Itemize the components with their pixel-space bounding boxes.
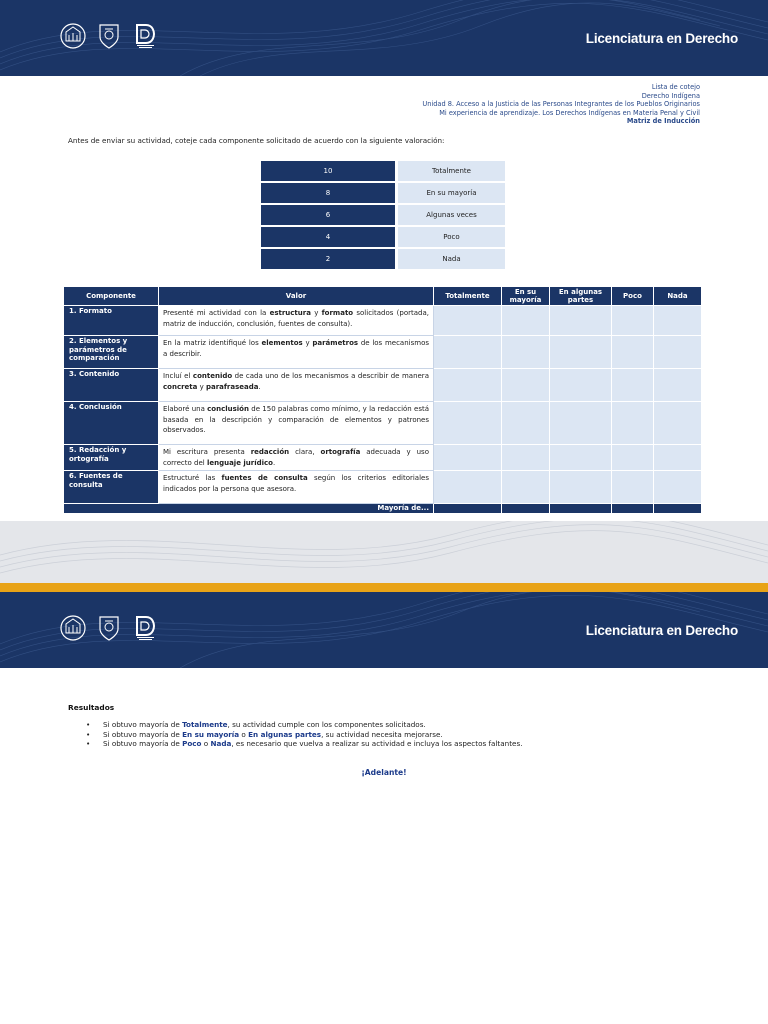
matrix-row [64,402,702,445]
check-cell-totalmente[interactable] [434,445,502,471]
distance-education-logo-icon [132,612,158,644]
check-cell-poco[interactable] [612,471,654,504]
component-cell: 1. Formato [64,306,159,336]
check-cell-totalmente[interactable] [434,306,502,336]
results-list [86,720,522,749]
valuation-scale-table [261,159,505,271]
check-cell-en-su-mayoria[interactable] [502,369,550,402]
majority-cell[interactable] [550,504,612,514]
col-header-en-algunas-partes: En algunas partes [550,287,612,306]
check-cell-poco[interactable] [612,306,654,336]
scale-row [261,161,505,181]
check-cell-en-algunas-partes[interactable] [550,306,612,336]
top-banner [0,0,768,76]
scale-value: 6 [261,205,395,225]
col-header-componente: Componente [64,287,159,306]
check-cell-en-algunas-partes[interactable] [550,336,612,369]
document-header-info [422,83,700,126]
result-item: • Si obtuvo mayoría de Poco o Nada, es necesario que vuelva a realizar su actividad e incluya los aspectos faltantes. [86,739,522,749]
activity-name: Mi experiencia de aprendizaje. Los Derechos Indígenas en Materia Penal y Civil [439,108,700,117]
matrix-row [64,336,702,369]
result-item: • Si obtuvo mayoría de Totalmente, su actividad cumple con los componentes solicitados. [86,720,522,730]
value-description-cell: Elaboré una conclusión de 150 palabras como mínimo, y la redacción está basada en la descripción y comparación de elementos y patrones observados. [159,402,434,445]
scale-value: 2 [261,249,395,269]
unit-name: Unidad 8. Acceso a la Justicia de las Personas Integrantes de los Pueblos Originarios [422,100,700,109]
check-cell-poco[interactable] [612,369,654,402]
check-cell-nada[interactable] [654,369,702,402]
component-cell: 4. Conclusión [64,402,159,445]
doc-type: Lista de cotejo [651,83,700,91]
value-description-cell: En la matriz identifiqué los elementos y parámetros de los mecanismos a describir. [159,336,434,369]
majority-cell[interactable] [612,504,654,514]
check-cell-nada[interactable] [654,402,702,445]
majority-cell[interactable] [434,504,502,514]
component-cell: 2. Elementos y parámetros de comparación [64,336,159,369]
matrix-row [64,369,702,402]
scale-value: 8 [261,183,395,203]
value-description-cell: Presenté mi actividad con la estructura y formato solicitados (portada, matriz de inducción, conclusión, fuentes de consulta). [159,306,434,336]
majority-cell[interactable] [502,504,550,514]
scale-row [261,249,505,269]
scale-value: 10 [261,161,395,181]
check-cell-en-algunas-partes[interactable] [550,471,612,504]
check-cell-totalmente[interactable] [434,336,502,369]
bottom-banner [0,592,768,668]
scale-row [261,183,505,203]
faculty-shield-icon [96,612,122,644]
value-description-cell: Estructuré las fuentes de consulta según los criterios editoriales indicados por la persona que asesora. [159,471,434,504]
scale-row [261,205,505,225]
matrix-row [64,445,702,471]
component-cell: 3. Contenido [64,369,159,402]
gold-divider-line [0,583,768,592]
intro-text: Antes de enviar su actividad, coteje cada componente solicitado de acuerdo con la siguiente valoración: [68,136,445,145]
subject-name: Derecho Indígena [641,91,700,100]
matrix-header-row [64,287,702,306]
program-brand: Licenciatura en Derecho [585,31,738,46]
scale-value: 4 [261,227,395,247]
check-cell-nada[interactable] [654,306,702,336]
document-title: Matriz de Inducción [626,117,700,126]
result-item: • Si obtuvo mayoría de En su mayoría o En algunas partes, su actividad necesita mejorarse. [86,730,522,740]
check-cell-poco[interactable] [612,402,654,445]
check-cell-en-su-mayoria[interactable] [502,306,550,336]
scale-label: Poco [395,227,505,247]
check-cell-en-algunas-partes[interactable] [550,402,612,445]
scale-label: Nada [395,249,505,269]
program-brand: Licenciatura en Derecho [585,623,738,638]
distance-education-logo-icon [132,20,158,52]
check-cell-totalmente[interactable] [434,369,502,402]
check-cell-en-algunas-partes[interactable] [550,445,612,471]
col-header-totalmente: Totalmente [434,287,502,306]
divider-band [0,521,768,583]
check-cell-totalmente[interactable] [434,402,502,445]
scale-row [261,227,505,247]
closing-text: ¡Adelante! [361,768,407,777]
faculty-shield-icon [96,20,122,52]
majority-label: Mayoría de... [64,504,434,514]
check-cell-en-su-mayoria[interactable] [502,402,550,445]
check-cell-en-su-mayoria[interactable] [502,336,550,369]
check-cell-nada[interactable] [654,336,702,369]
value-description-cell: Incluí el contenido de cada uno de los mecanismos a describir de manera concreta y parafraseada. [159,369,434,402]
unam-seal-icon [60,20,86,52]
scale-label: Algunas veces [395,205,505,225]
results-title: Resultados [68,703,115,712]
check-cell-nada[interactable] [654,471,702,504]
matrix-row [64,306,702,336]
band-wave-decoration [0,521,768,583]
check-cell-en-su-mayoria[interactable] [502,471,550,504]
col-header-poco: Poco [612,287,654,306]
check-cell-totalmente[interactable] [434,471,502,504]
checklist-matrix-table [63,286,702,514]
unam-seal-icon [60,612,86,644]
matrix-footer-row [64,504,702,514]
scale-label: Totalmente [395,161,505,181]
check-cell-en-algunas-partes[interactable] [550,369,612,402]
check-cell-nada[interactable] [654,445,702,471]
component-cell: 5. Redacción y ortografía [64,445,159,471]
check-cell-poco[interactable] [612,336,654,369]
check-cell-en-su-mayoria[interactable] [502,445,550,471]
value-description-cell: Mi escritura presenta redacción clara, ortografía adecuada y uso correcto del lenguaje jurídico. [159,445,434,471]
matrix-row [64,471,702,504]
col-header-en-su-mayoria: En su mayoría [502,287,550,306]
col-header-valor: Valor [159,287,434,306]
scale-label: En su mayoría [395,183,505,203]
col-header-nada: Nada [654,287,702,306]
check-cell-poco[interactable] [612,445,654,471]
component-cell: 6. Fuentes de consulta [64,471,159,504]
majority-cell[interactable] [654,504,702,514]
